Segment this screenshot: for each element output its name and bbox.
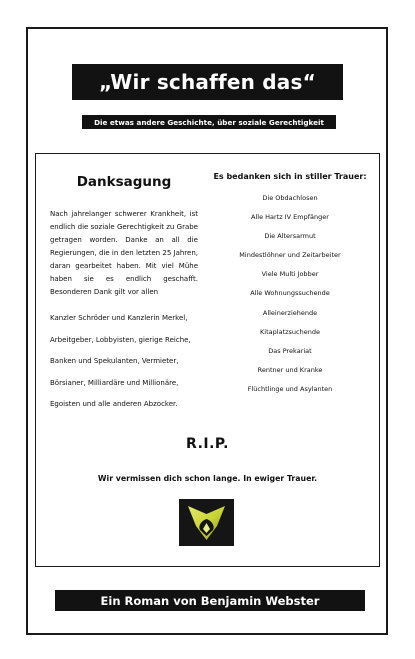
mourner-item: Alle Wohnungssuchende	[250, 289, 330, 298]
mourner-item: Die Obdachlosen	[262, 194, 318, 202]
rip-heading: R.I.P.	[186, 436, 229, 452]
mourner-item: Alle Hartz IV Empfänger	[251, 213, 329, 222]
thanks-item: Banken und Spekulanten, Vermieter,	[50, 357, 179, 366]
thanks-column	[50, 170, 198, 416]
mourner-item: Das Prekariat	[268, 346, 312, 355]
closing-line: Wir vermissen dich schon lange. In ewiger Trauer.	[97, 474, 318, 483]
subtitle-banner	[82, 115, 336, 129]
thanks-item: Egoisten und alle anderen Abzocker.	[50, 400, 178, 409]
thanks-item: Kanzler Schröder und Kanzlerin Merkel,	[50, 314, 188, 322]
author-banner	[55, 590, 365, 611]
mourner-item: Kitaplatzsuchende	[260, 327, 320, 336]
mourner-item: Alleinerziehende	[262, 308, 318, 317]
mourners-heading: Es bedanken sich in stiller Trauer:	[213, 172, 367, 181]
mourners-column	[210, 172, 370, 399]
thanks-list	[50, 308, 198, 416]
author-line: Ein Roman von Benjamin Webster	[100, 593, 320, 608]
title-banner	[72, 64, 343, 100]
obituary-paragraph: Nach jahrelanger schwerer Krankheit, ist endlich die soziale Gerechtigkeit zu Grabe getragen worden. Danke an all die Regierungen, die in den letzten 25 Jahren, daran gearbeitet haben. Mit viel Mühe haben sie es endlich geschafft. Besonderen Dank gilt vor allen	[50, 210, 198, 296]
emblem-icon	[179, 499, 234, 546]
book-subtitle: Die etwas andere Geschichte, über soziale Gerechtigkeit	[94, 117, 324, 127]
mourner-item: Die Altersarmut	[264, 232, 316, 241]
book-title: „Wir schaffen das“	[99, 70, 316, 94]
danksagung-heading: Danksagung	[76, 174, 172, 190]
thanks-item: Börsianer, Milliardäre und Millionäre,	[50, 378, 179, 387]
thanks-item: Arbeitgeber, Lobbyisten, gierige Reiche,	[50, 335, 191, 344]
mourner-item: Rentner und Kranke	[257, 365, 323, 374]
mourner-item: Mindestlöhner und Zeitarbeiter	[239, 251, 341, 260]
mourner-item: Viele Multi Jobber	[261, 270, 319, 279]
mourner-item: Flüchtlinge und Asylanten	[247, 384, 333, 393]
